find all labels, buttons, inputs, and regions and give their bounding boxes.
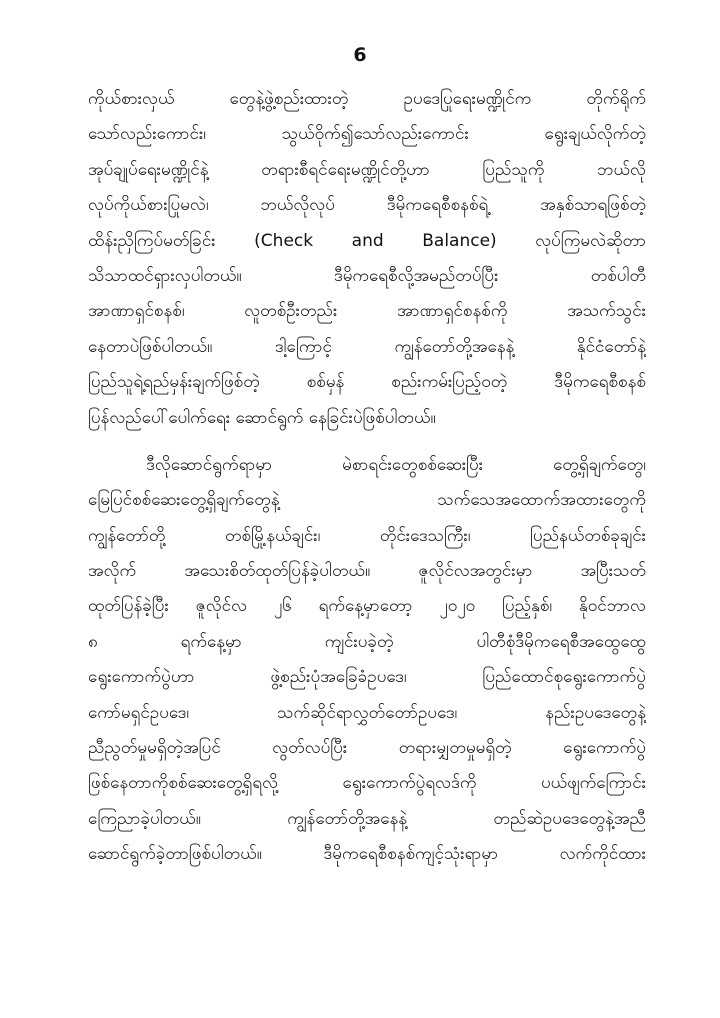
paragraph-line: နေတာပဲဖြစ်ပါတယ်။ ဒါ့ကြောင့် ကျွန်တော်တို့အနေနဲ့ နိုင်ငံတော်နဲ့ — [88, 336, 646, 357]
paragraph-line: ပြန်လည်ပေါ်ပေါက်ရေး ဆောင်ရွက် နေခြင်းပဲဖြစ်ပါတယ်။ — [88, 407, 436, 428]
body-text — [88, 82, 646, 873]
paragraph-line: မြေပြင်စစ်ဆေးတွေ့ရှိချက်တွေနဲ့ သက်သေအထောက်အထားတွေကို — [88, 490, 646, 511]
paragraph-line: ဖြစ်နေတာကိုစစ်ဆေးတွေ့ရှိရလို့ ရွေးကောက်ပွဲရလဒ်ကို ပယ်ဖျက်ကြောင်း — [88, 773, 646, 794]
paragraph-line: ရွေးကောက်ပွဲဟာ ဖွဲ့စည်းပုံအခြေခံဥပဒေ၊ ပြည်ထောင်စုရွေးကောက်ပွဲ — [88, 667, 646, 688]
paragraph-line: အုပ်ချုပ်ရေးမဏ္ဍိုင်နဲ့ တရားစီရင်ရေးမဏ္ဍိုင်တို့ဟာ ပြည်သူကို ဘယ်လို — [88, 159, 646, 180]
paragraph-line: ကျွန်တော်တို့ တစ်မြို့နယ်ချင်း၊ တိုင်းဒေသကြီး၊ ပြည်နယ်တစ်ခုချင်း — [88, 525, 646, 546]
paragraph-line: ညီညွတ်မှုမရှိတဲ့အပြင် လွတ်လပ်ပြီး တရားမျှတမှုမရှိတဲ့ ရွေးကောက်ပွဲ — [88, 738, 646, 759]
paragraph-line: ဆောင်ရွက်ခဲ့တာဖြစ်ပါတယ်။ ဒီမိုကရေစီစနစ်ကျင့်သုံးရာမှာ လက်ကိုင်ထား — [88, 844, 646, 865]
paragraph-1 — [88, 82, 646, 436]
paragraph-spacer — [88, 436, 646, 448]
paragraph-line: ဒီလိုဆောင်ရွက်ရာမှာ မဲစာရင်းတွေစစ်ဆေးပြီး တွေ့ရှိချက်တွေ၊ — [146, 454, 646, 475]
paragraph-line: သိသာထင်ရှားလှပါတယ်။ ဒီမိုကရေစီလို့အမည်တပ်ပြီး တစ်ပါတီ — [88, 265, 646, 286]
paragraph-line: ထုတ်ပြန်ခဲ့ပြီး ဇူလိုင်လ ၂၆ ရက်နေ့မှာတော့ ၂၀၂၀ ပြည့်နှစ်၊ နိုဝင်ဘာလ — [88, 596, 646, 617]
page-number: 6 — [353, 44, 367, 66]
paragraph-line: ၈ ရက်နေ့မှာ ကျင်းပခဲ့တဲ့ ပါတီစုံဒီမိုကရေစီအထွေထွေ — [88, 631, 646, 652]
paragraph-line: လုပ်ကိုယ်စားပြုမလဲ၊ ဘယ်လိုလုပ် ဒီမိုကရေစီစနစ်ရဲ့ အနှစ်သာရဖြစ်တဲ့ — [88, 195, 646, 216]
paragraph-line: အလိုက် အသေးစိတ်ထုတ်ပြန်ခဲ့ပါတယ်။ ဇူလိုင်လအတွင်းမှာ အပြီးသတ် — [88, 561, 646, 582]
paragraph-line: ကြေညာခဲ့ပါတယ်။ ကျွန်တော်တို့အနေနဲ့ တည်ဆဲဥပဒေတွေနဲ့အညီ — [88, 808, 646, 829]
paragraph-line: ကော်မရှင်ဥပဒေ၊ သက်ဆိုင်ရာလွှတ်တော်ဥပဒေ၊ နည်းဥပဒေတွေနဲ့ — [88, 702, 646, 723]
paragraph-line: ပြည်သူရဲ့ရည်မှန်းချက်ဖြစ်တဲ့ စစ်မှန် စည်းကမ်းပြည့်ဝတဲ့ ဒီမိုကရေစီစနစ် — [88, 372, 646, 393]
paragraph-line: ကိုယ်စားလှယ် တွေနဲ့ဖွဲ့စည်းထားတဲ့ ဥပဒေပြုရေးမဏ္ဍိုင်က တိုက်ရိုက် — [88, 89, 646, 109]
paragraph-line: သော်လည်းကောင်း၊ သွယ်ဝိုက်၍သော်လည်းကောင်း ရွေးချယ်လိုက်တဲ့ — [88, 124, 646, 145]
paragraph-2 — [88, 448, 646, 873]
paragraph-line: ထိန်းညှိကြပ်မတ်ခြင်း (Check and Balance) လုပ်ကြမလဲဆိုတာ — [88, 230, 646, 251]
paragraph-line: အာဏာရှင်စနစ်၊ လူတစ်ဦးတည်း အာဏာရှင်စနစ်ကို အသက်သွင်း — [88, 301, 646, 322]
